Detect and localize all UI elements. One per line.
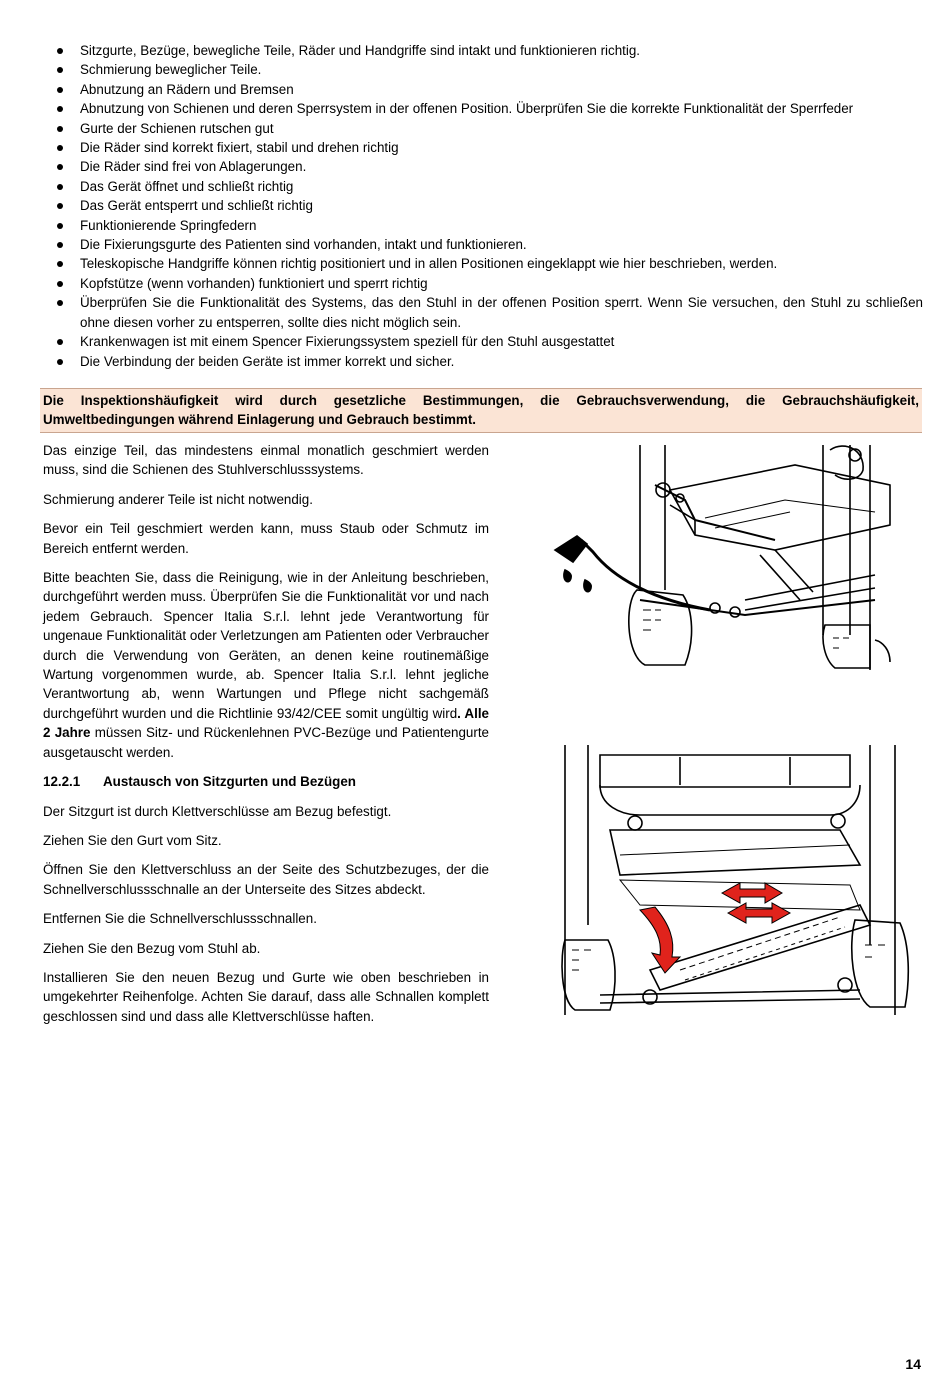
section-title: Austausch von Sitzgurten und Bezügen [103,774,356,790]
buckle-illustration [560,745,920,1035]
liability-emphasis: . Alle 2 Jahre [43,705,489,741]
page-number: 14 [905,1356,921,1372]
checklist-item: Teleskopische Handgriffe können richtig positioniert und in allen Positionen eingeklappt wie hier beschrieben, werden. [43,254,923,273]
checklist-item: Die Räder sind korrekt fixiert, stabil und drehen richtig [43,138,923,157]
checklist-item: Das Gerät entsperrt und schließt richtig [43,196,923,215]
checklist-item: Funktionierende Springfedern [43,216,923,235]
step-paragraph: Installieren Sie den neuen Bezug und Gurte wie oben beschrieben in umgekehrter Reihenfolge. Achten Sie darauf, dass alle Schnallen komplett geschlossen sind und dass alle Klettverschlüsse haften. [43,969,489,1024]
checklist-item: Die Verbindung der beiden Geräte ist immer korrekt und sicher. [43,352,923,371]
checklist-item: Kopfstütze (wenn vorhanden) funktioniert und sperrt richtig [43,274,923,293]
inspection-checklist [43,41,923,371]
step-paragraph: Entfernen Sie die Schnellverschlussschnallen. [43,911,317,927]
checklist-item: Die Räder sind frei von Ablagerungen. [43,157,923,176]
lubrication-paragraph: Das einzige Teil, das mindestens einmal monatlich geschmiert werden muss, sind die Schienen des Stuhlverschlusssystems. [43,443,489,478]
checklist-item: Das Gerät öffnet und schließt richtig [43,177,923,196]
checklist-item: Abnutzung von Schienen und deren Sperrsystem in der offenen Position. Überprüfen Sie die korrekte Funktionalität der Sperrfeder [43,99,923,118]
red-arrows [640,883,790,973]
liability-text: Bitte beachten Sie, dass die Reinigung, wie in der Anleitung beschrieben, durchgeführt werden muss. Überprüfen Sie die Funktionalität vor und nach jedem Gebrauch. Spencer Italia S.r.l. lehnt jede Verantwortung für ungenaue Funktionalität oder Verletzungen am Patienten oder Verbraucher durch die Verwendung von Geräten, an denen keine routinemäßige Wartung vorgenommen wurde, ab. Spencer Italia S.r.l. lehnt jegliche Verantwortung ab, wenn Wartungen und Pflege nicht sachgemäß durchgeführt wurden und die Richtlinie 93/42/CEE somit ungültig wird [43,570,489,721]
inspection-frequency-notice: Die Inspektionshäufigkeit wird durch gesetzliche Bestimmungen, die Gebrauchsverwendung, die Gebrauchshäufigkeit, Umweltbedingungen während Einlagerung und Gebrauch bestimmt. [40,388,922,433]
checklist-item: Krankenwagen ist mit einem Spencer Fixierungssystem speziell für den Stuhl ausgestattet [43,332,923,351]
liability-paragraph [43,568,489,762]
checklist-item: Schmierung beweglicher Teile. [43,60,923,79]
cleaning-paragraph: Bevor ein Teil geschmiert werden kann, muss Staub oder Schmutz im Bereich entfernt werden. [43,521,489,556]
checklist-item: Sitzgurte, Bezüge, bewegliche Teile, Räder und Handgriffe sind intakt und funktionieren richtig. [43,41,923,60]
checklist-item: Abnutzung an Rädern und Bremsen [43,80,923,99]
checklist-item: Gurte der Schienen rutschen gut [43,119,923,138]
step-paragraph: Öffnen Sie den Klettverschluss an der Seite des Schutzbezuges, der die Schnellverschlussschnalle an der Unterseite des Sitzes abdeckt. [43,862,489,897]
step-paragraph: Ziehen Sie den Gurt vom Sitz. [43,832,222,848]
lubrication-illustration [545,440,895,670]
liability-text-end: müssen Sitz- und Rückenlehnen PVC-Bezüge und Patientengurte ausgetauscht werden. [43,725,489,760]
step-paragraph: Ziehen Sie den Bezug vom Stuhl ab. [43,940,261,956]
checklist-item: Überprüfen Sie die Funktionalität des Systems, das den Stuhl in der offenen Position sperrt. Wenn Sie versuchen, den Stuhl zu schließen ohne diesen vorher zu entsperren, sollte dies nicht möglich sein. [43,293,923,332]
maintenance-text [43,441,489,1036]
checklist-item: Die Fixierungsgurte des Patienten sind vorhanden, intakt und funktionieren. [43,235,923,254]
step-paragraph: Der Sitzgurt ist durch Klettverschlüsse am Bezug befestigt. [43,803,392,819]
other-parts-paragraph: Schmierung anderer Teile ist nicht notwendig. [43,491,313,507]
section-number: 12.2.1 [43,774,81,790]
section-heading [43,772,489,791]
